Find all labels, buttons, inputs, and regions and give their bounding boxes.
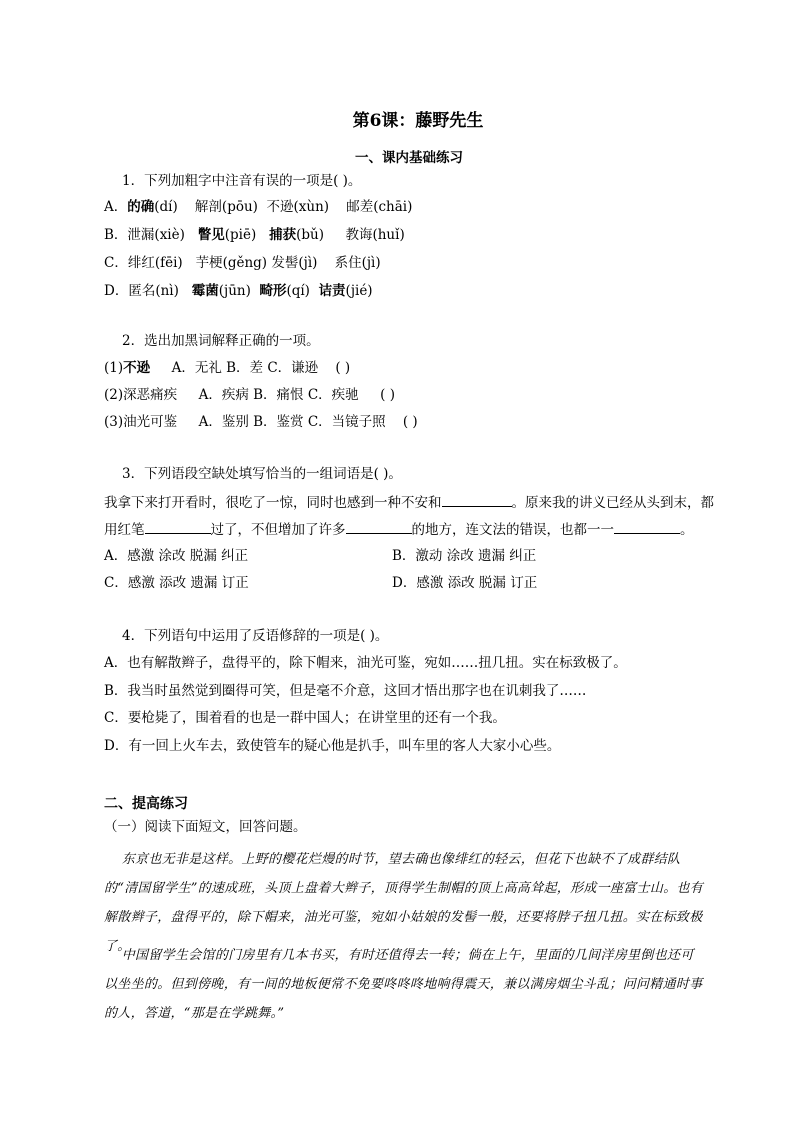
q1-option-d: D．匿名(nì) 霉菌(jūn) 畸形(qí) 诘责(jié) [104,283,373,299]
q1-stem: 1．下列加粗字中注音有误的一项是( )。 [122,173,362,189]
reading-passage-paragraph-2: 中国留学生会馆的门房里有几本书买，有时还值得去一转；倘在上午，里面的几间洋房里倒也还可以坐坐的。但到傍晚，有一间的地板便常不免要咚咚咚地响得震天，兼以满房烟尘斗乱；问问精通时事的人，答道，“那是在学跳舞。” [104,948,703,1021]
q3-option-b: B．激动 涂改 遗漏 纠正 [392,548,537,564]
fill-blank-4 [614,519,680,534]
q1-option-a: A．的确(dí) 解剖(pōu) 不逊(xùn) 邮差(chāi) [104,199,413,215]
q3-passage-line2: 用红笔 过了，不但增加了许多 的地方，连文法的错误，也都一一 。 [104,519,694,540]
fill-blank-2 [145,519,211,534]
fill-blank-1 [442,492,512,507]
q4-option-c: C．要枪毙了，围着看的也是一群中国人；在讲堂里的还有一个我。 [104,710,506,726]
q3-option-d: D．感激 添改 脱漏 订正 [392,575,538,591]
q4-option-d: D．有一回上火车去，致使管车的疑心他是扒手，叫车里的客人大家小心些。 [104,738,561,754]
q1-option-c: C．绯红(fēi) 芋梗(gěng) 发髻(jì) 系住(jì) [104,255,381,271]
q2-item-2: (2)深恶痛疾 A．疾病 B．痛恨 C．疾驰 ( ) [104,387,395,403]
reading-passage-paragraph-1: 东京也无非是这样。上野的樱花烂熳的时节，望去确也像绯红的轻云，但花下也缺不了成群结队的“清国留学生”的速成班，头顶上盘着大辫子，顶得学生制帽的顶上高高耸起，形成一座富士山。也有解散辫子，盘得平的，除下帽来，油光可鉴，宛如小姑娘的发髻一般，还要将脖子扭几扭。实在标致极了。 [104,852,704,954]
reading-instruction: （一）阅读下面短文，回答问题。 [104,819,307,835]
q2-item-3: (3)油光可鉴 A．鉴别 B．鉴赏 C．当镜子照 ( ) [104,414,418,430]
q3-stem: 3．下列语段空缺处填写恰当的一组词语是( )。 [122,466,402,482]
q3-option-a: A．感激 涂改 脱漏 纠正 [104,548,249,564]
q3-option-c: C．感激 添改 遗漏 订正 [104,575,249,591]
lesson-title: 第6课：藤野先生 [352,111,484,131]
section-heading-advanced: 二、提高练习 [104,796,188,812]
q3-passage-line1: 我拿下来打开看时，很吃了一惊，同时也感到一种不安和 。原来我的讲义已经从头到末，都 [104,492,714,513]
q4-stem: 4．下列语句中运用了反语修辞的一项是( )。 [122,628,389,644]
q4-option-a: A．也有解散辫子，盘得平的，除下帽来，油光可鉴，宛如……扭几扭。实在标致极了。 [104,655,627,671]
fill-blank-3 [346,519,412,534]
q1-option-b: B．泄漏(xiè) 瞥见(piē) 捕获(bǔ) 教诲(huǐ) [104,227,405,243]
q2-item-1: (1)不逊 A．无礼 B．差 C．谦逊 ( ) [104,360,351,376]
section-heading-basic: 一、课内基础练习 [355,150,463,166]
q4-option-b: B．我当时虽然觉到圈得可笑，但是毫不介意，这回才悟出那字也在讥刺我了…… [104,683,587,699]
q2-stem: 2．选出加黑词解释正确的一项。 [122,333,320,349]
